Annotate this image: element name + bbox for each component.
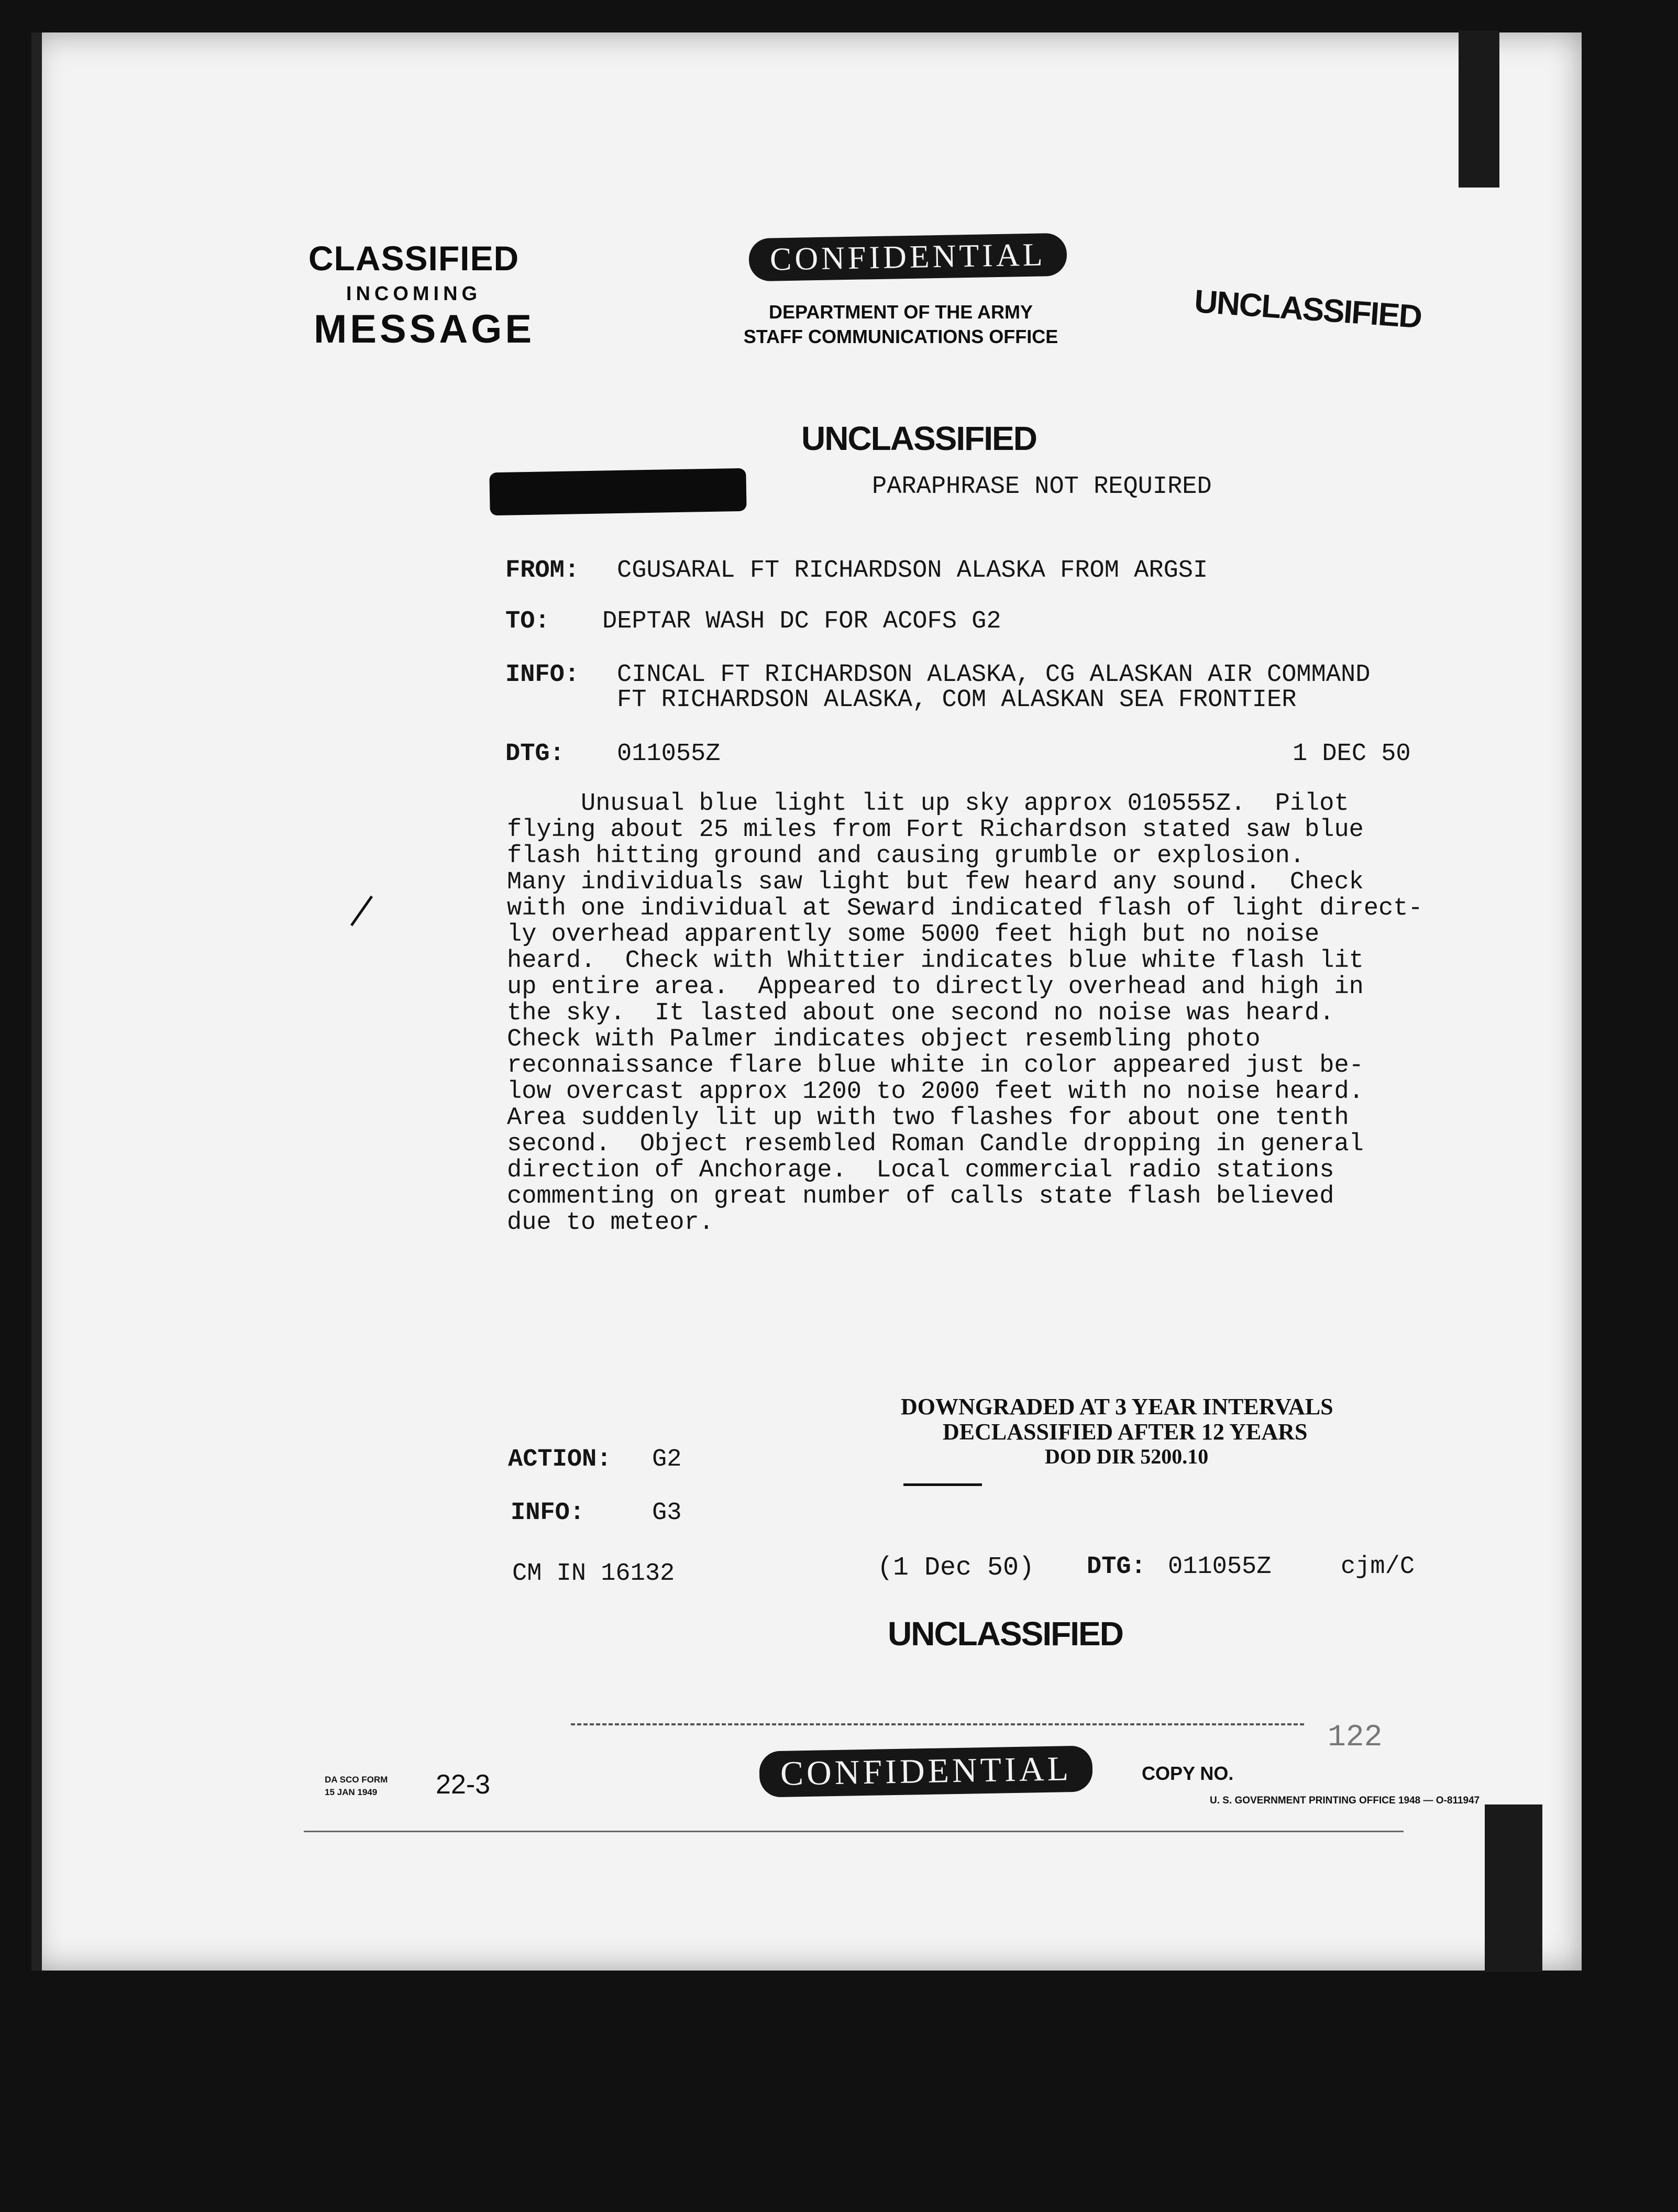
action-label: ACTION:: [508, 1446, 612, 1473]
body-line: flying about 25 miles from Fort Richardson stated saw blue: [507, 816, 1364, 844]
action-value: G2: [652, 1446, 682, 1473]
body-line: second. Object resembled Roman Candle dropping in general: [507, 1130, 1364, 1158]
confidential-stamp-top: CONFIDENTIAL: [748, 233, 1067, 282]
form-border-bottom: [304, 1831, 1404, 1832]
from-label: FROM:: [505, 557, 580, 585]
downgrade-underline: [903, 1483, 982, 1486]
classified-heading: CLASSIFIED: [308, 239, 520, 278]
divider-line: [571, 1723, 1304, 1725]
body-line: direction of Anchorage. Local commercial radio stations: [507, 1157, 1334, 1184]
body-line: the sky. It lasted about one second no noise was heard.: [507, 999, 1334, 1027]
to-label: TO:: [505, 608, 550, 635]
cm-in-number: CM IN 16132: [512, 1560, 675, 1588]
confidential-stamp-bottom: CONFIDENTIAL: [759, 1745, 1092, 1797]
department-line: DEPARTMENT OF THE ARMY: [769, 301, 1033, 323]
body-line: Many individuals saw light but few heard any sound. Check: [507, 868, 1364, 896]
body-line: with one individual at Seward indicated flash of light direct-: [507, 895, 1423, 922]
left-edge-shadow: [31, 32, 42, 1971]
copy-no-value: 122: [1328, 1721, 1383, 1755]
incoming-heading: INCOMING: [346, 283, 482, 305]
footer-info-label: INFO:: [511, 1499, 585, 1527]
message-heading: MESSAGE: [313, 307, 535, 351]
printing-office: U. S. GOVERNMENT PRINTING OFFICE 1948 — O-811947: [1210, 1795, 1480, 1806]
footer-dtg-value: 011055Z: [1168, 1553, 1272, 1581]
body-line: commenting on great number of calls state flash believed: [507, 1183, 1334, 1210]
form-number: 22-3: [436, 1769, 491, 1800]
footer-dtg-label: DTG:: [1087, 1553, 1146, 1581]
operator-initials: cjm/C: [1341, 1553, 1415, 1581]
unclassified-stamp-bottom: UNCLASSIFIED: [888, 1615, 1123, 1653]
body-line: Check with Palmer indicates object resembling photo: [507, 1026, 1261, 1053]
body-line: ly overhead apparently some 5000 feet high but no noise: [507, 921, 1320, 949]
binding-bar-top: [1459, 30, 1499, 188]
unclassified-stamp-top: UNCLASSIFIED: [1193, 283, 1423, 336]
redaction-bar: [489, 468, 746, 516]
downgrade-line1: DOWNGRADED AT 3 YEAR INTERVALS: [901, 1394, 1333, 1419]
footer-date: (1 Dec 50): [877, 1553, 1035, 1583]
info-value-line1: CINCAL FT RICHARDSON ALASKA, CG ALASKAN AIR COMMAND: [617, 661, 1371, 689]
info-label: INFO:: [505, 661, 580, 689]
dtg-label: DTG:: [505, 740, 565, 768]
body-line: Unusual blue light lit up sky approx 010555Z. Pilot: [507, 790, 1349, 818]
form-id-line2: 15 JAN 1949: [325, 1787, 378, 1797]
binding-bar-bottom: [1485, 1804, 1542, 1972]
unclassified-stamp-mid: UNCLASSIFIED: [801, 420, 1036, 457]
downgrade-line3: DOD DIR 5200.10: [1045, 1445, 1209, 1468]
body-line: due to meteor.: [507, 1209, 714, 1237]
form-id-line1: DA SCO FORM: [325, 1775, 388, 1785]
to-value: DEPTAR WASH DC FOR ACOFS G2: [602, 608, 1001, 635]
body-line: up entire area. Appeared to directly overhead and high in: [507, 973, 1364, 1001]
body-line: reconnaissance flare blue white in color appeared just be-: [507, 1052, 1364, 1080]
from-value: CGUSARAL FT RICHARDSON ALASKA FROM ARGSI: [617, 557, 1208, 585]
dtg-value: 011055Z: [617, 740, 721, 768]
paraphrase-note: PARAPHRASE NOT REQUIRED: [872, 473, 1212, 501]
body-line: flash hitting ground and causing grumble or explosion.: [507, 842, 1305, 870]
copy-no-label: COPY NO.: [1142, 1763, 1234, 1784]
body-line: low overcast approx 1200 to 2000 feet with no noise heard.: [507, 1078, 1364, 1106]
footer-info-value: G3: [652, 1499, 682, 1527]
office-line: STAFF COMMUNICATIONS OFFICE: [743, 326, 1058, 347]
message-date: 1 DEC 50: [1293, 740, 1411, 768]
info-value-line2: FT RICHARDSON ALASKA, COM ALASKAN SEA FRONTIER: [617, 686, 1297, 714]
body-line: heard. Check with Whittier indicates blue white flash lit: [507, 947, 1364, 975]
downgrade-line2: DECLASSIFIED AFTER 12 YEARS: [943, 1419, 1308, 1445]
body-line: Area suddenly lit up with two flashes for about one tenth: [507, 1104, 1349, 1132]
message-body: [507, 791, 1502, 1236]
